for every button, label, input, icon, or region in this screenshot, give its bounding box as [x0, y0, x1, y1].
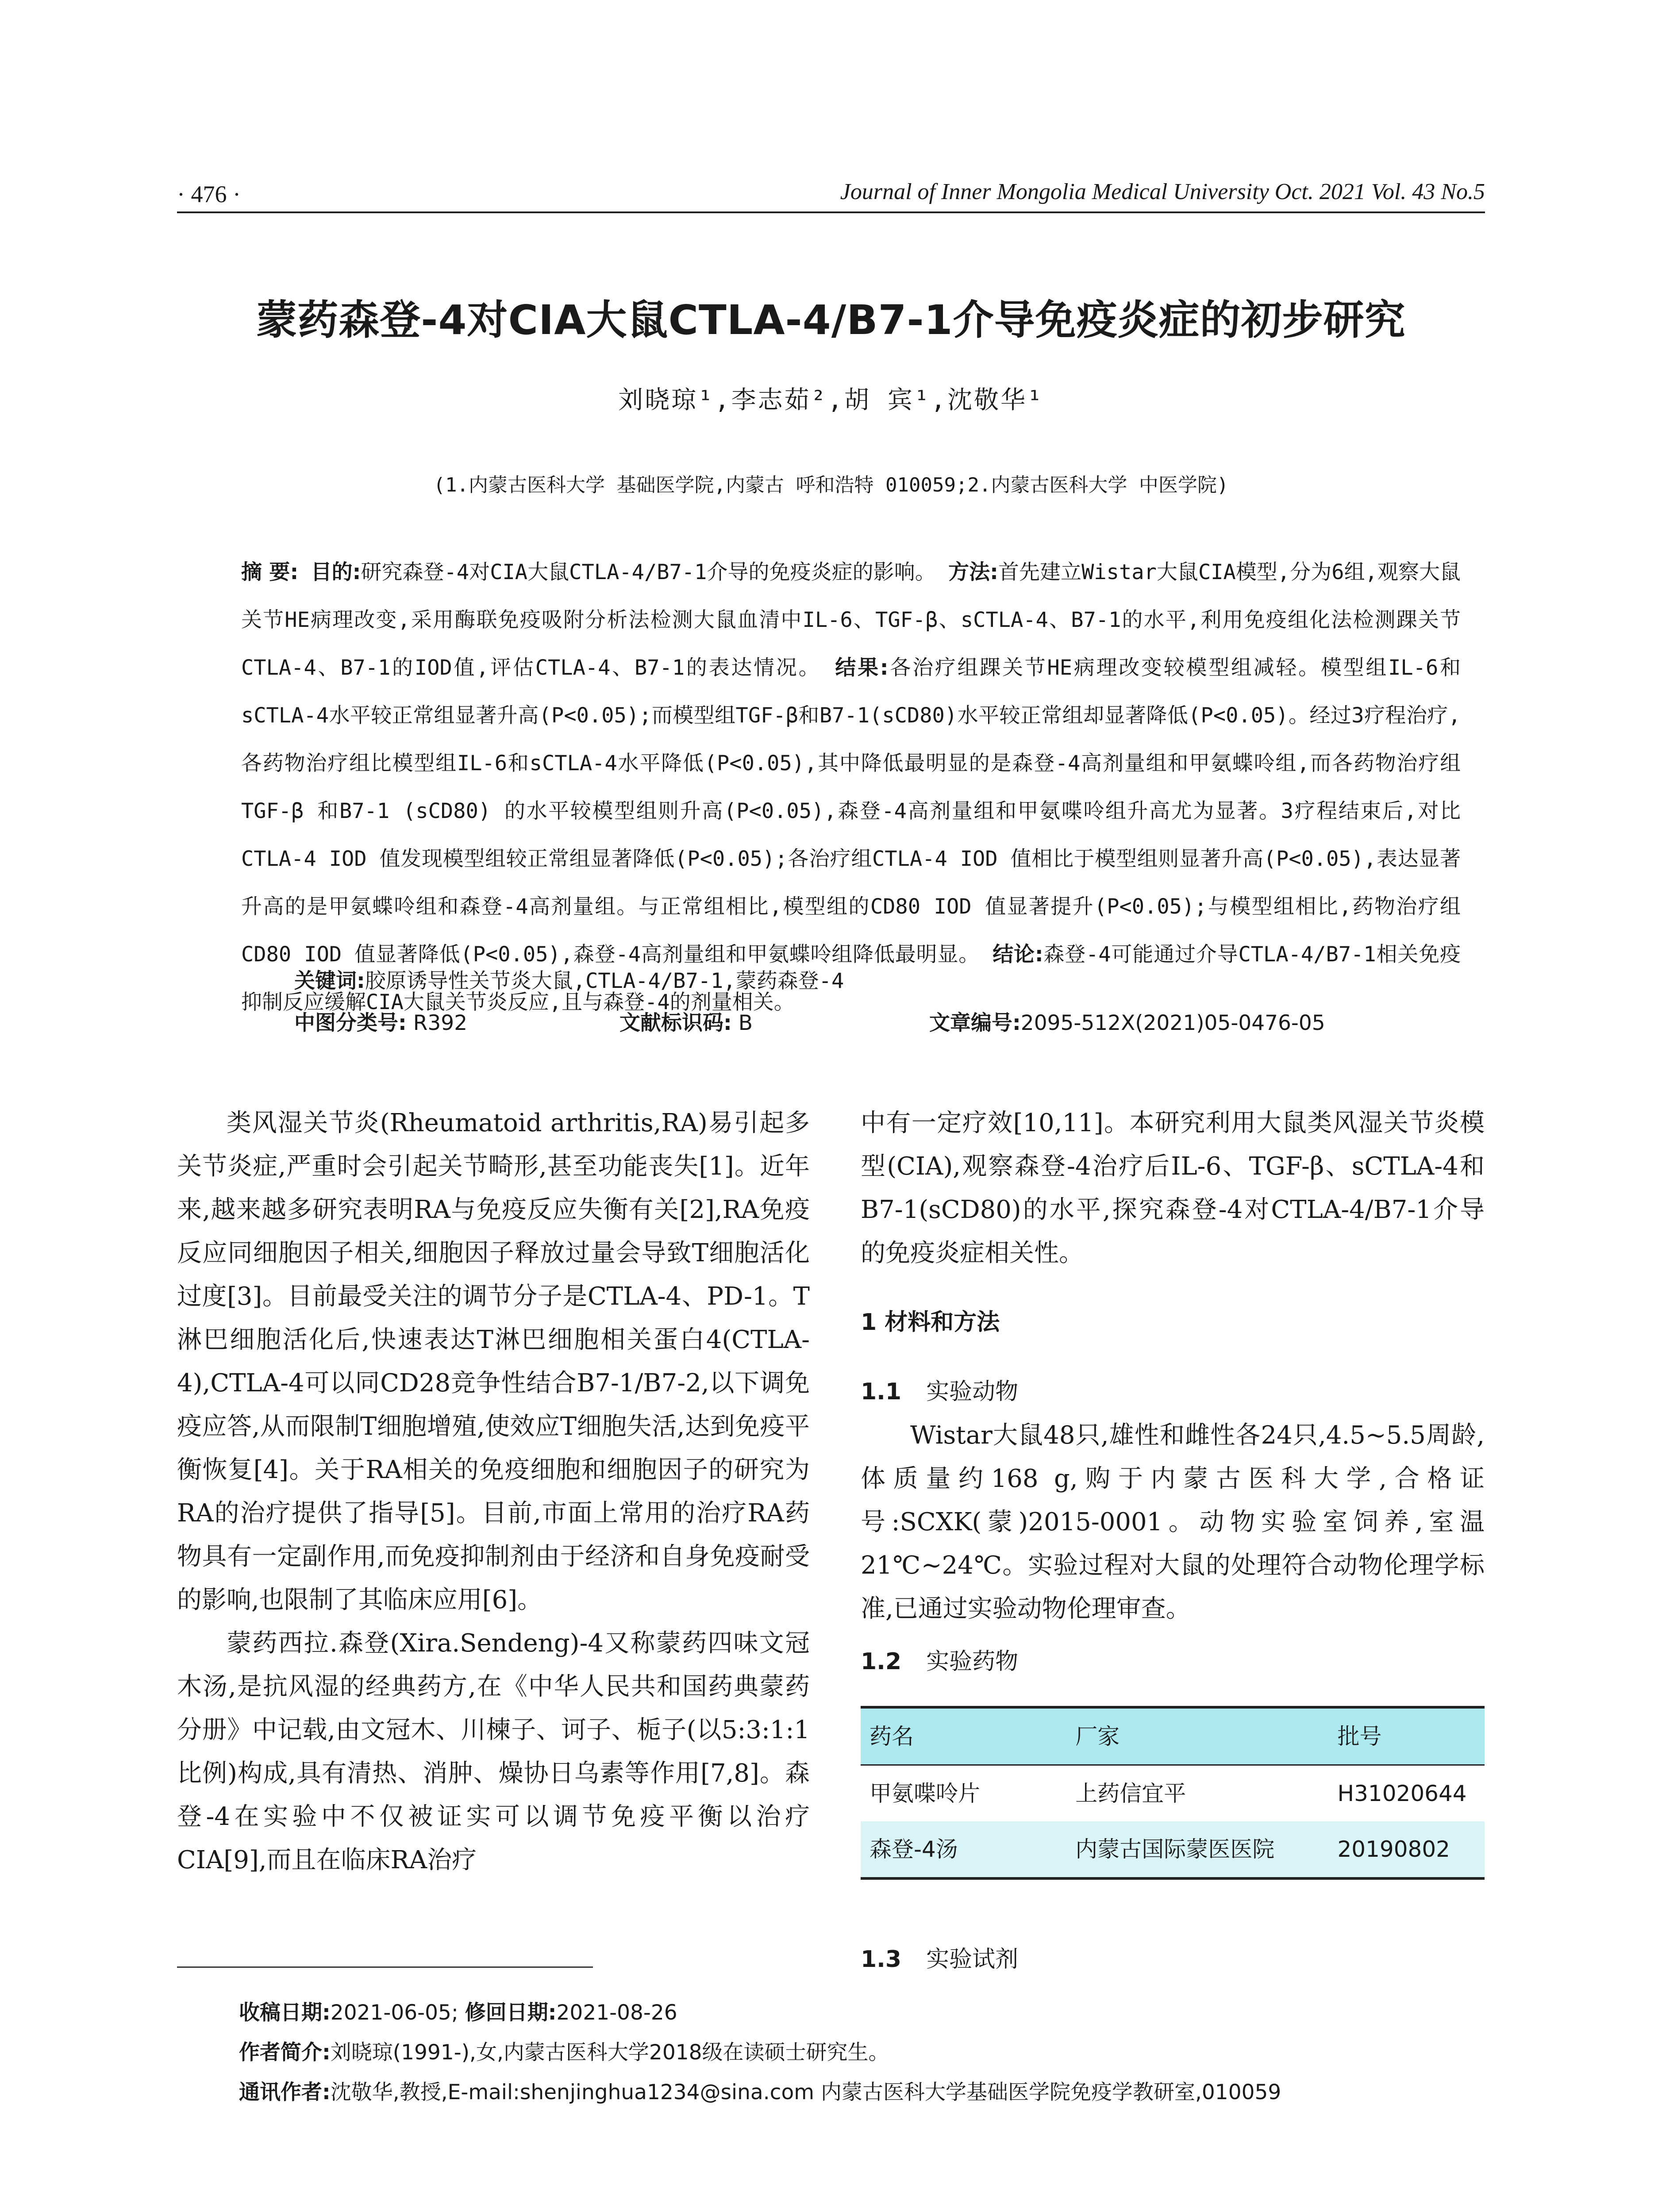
journal-header: Journal of Inner Mongolia Medical University Oct. 2021 Vol. 43 No.5	[840, 179, 1485, 204]
conclusion-text: 森登-4可能通过介导CTLA-4/B7-1相关免疫抑制反应缓解CIA大鼠关节炎反应,且与森登-4的剂量相关。	[241, 942, 1461, 1014]
table-header-cell: 药名	[869, 1724, 914, 1749]
results-label: 结果:	[835, 656, 889, 680]
article-number-label: 文章编号:	[929, 1011, 1021, 1035]
subsection-1-3	[861, 1937, 1485, 1982]
subsection-number: 1.3	[861, 1946, 902, 1973]
corresponding-label: 通讯作者:	[239, 2080, 331, 2104]
dates-line	[239, 1993, 1485, 2033]
table-cell: H31020644	[1337, 1781, 1467, 1806]
subsection-number: 1.1	[861, 1379, 902, 1405]
received-date: 2021-06-05;	[330, 2001, 458, 2025]
results-text: 各治疗组踝关节HE病理改变较模型组减轻。模型组IL-6和sCTLA-4水平较正常组显著升高(P<0.05);而模型组TGF-β和B7-1(sCD80)水平较正常组却显著降低(P<0.05)。经过3疗程治疗,各药物治疗组比模型组IL-6和sCTLA-4水平降低(P<0.05),其中降低最明显的是森登-4高剂量组和甲氨蝶呤组,而各药物治疗组 TGF-β 和B7-1 (sCD80) 的水平较模型组则升高(P<0.05),森登-4高剂量组和甲氨喋呤组升高尤为显著。3疗程结束后,对比CTLA-4 IOD 值发现模型组较正常组显著降低(P<0.05);各治疗组CTLA-4 IOD 值相比于模型组则显著升高(P<0.05),表达显著升高的是甲氨蝶呤组和森登-4高剂量组。与正常组相比,模型组的CD80 IOD 值显著提升(P<0.05);与模型组相比,药物治疗组CD80 IOD 值显著降低(P<0.05),森登-4高剂量组和甲氨蝶呤组降低最明显。	[241, 656, 1461, 967]
subsection-1-1	[861, 1370, 1485, 1414]
subsection-title: 实验药物	[926, 1648, 1019, 1675]
article-number-value: 2095-512X(2021)05-0476-05	[1020, 1011, 1325, 1035]
clc-label: 中图分类号:	[294, 1011, 407, 1035]
abstract	[241, 549, 1461, 1026]
header-rule	[177, 211, 1485, 213]
subsection-1-2	[861, 1640, 1485, 1684]
received-label: 收稿日期:	[239, 2001, 331, 2025]
intro-paragraph-2: 蒙药西拉.森登(Xira.Sendeng)-4又称蒙药四味文冠木汤,是抗风湿的经典药方,在《中华人民共和国药典蒙药分册》中记载,由文冠木、川楝子、诃子、栀子(以5:3:1:1比例)构成,具有清热、消肿、燥协日乌素等作用[7,8]。森登-4在实验中不仅被证实可以调节免疫平衡以治疗CIA[9],而且在临床RA治疗	[177, 1629, 810, 1874]
author-bio-line	[239, 2033, 1485, 2073]
section-heading-1: 1 材料和方法	[861, 1309, 1000, 1336]
author-bio: 刘晓琼(1991-),女,内蒙古医科大学2018级在读硕士研究生。	[330, 2040, 889, 2065]
revised-date: 2021-08-26	[556, 2001, 677, 2025]
corresponding-author: 沈敬华,教授,E-mail:shenjinghua1234@sina.com 内蒙古医科大学基础医学院免疫学教研室,010059	[330, 2080, 1281, 2104]
keywords-text: 胶原诱导性关节炎大鼠,CTLA-4/B7-1,蒙药森登-4	[365, 969, 844, 993]
table-row	[861, 1765, 1485, 1822]
clc-value: R392	[413, 1011, 468, 1035]
keywords	[294, 964, 1461, 994]
doc-code-value: B	[738, 1011, 753, 1035]
objective-label: 目的:	[311, 560, 361, 584]
table-cell: 内蒙古国际蒙医医院	[1075, 1836, 1275, 1862]
animals-paragraph: Wistar大鼠48只,雄性和雌性各24只,4.5~5.5周龄,体质量约168 g,购于内蒙古医科大学,合格证号:SCXK(蒙)2015-0001。动物实验室饲养,室温21℃~24℃。实验过程对大鼠的处理符合动物伦理学标准,已通过实验动物伦理审查。	[861, 1421, 1485, 1623]
footnotes	[239, 1993, 1485, 2112]
table-header-cell: 批号	[1337, 1724, 1382, 1749]
methods-text: 首先建立Wistar大鼠CIA模型,分为6组,观察大鼠关节HE病理改变,采用酶联免疫吸附分析法检测大鼠血清中IL-6、TGF-β、sCTLA-4、B7-1的水平,利用免疫组化法检测踝关节CTLA-4、B7-1的IOD值,评估CTLA-4、B7-1的表达情况。	[241, 560, 1461, 680]
table-cell: 20190802	[1337, 1836, 1450, 1862]
table-row	[861, 1821, 1485, 1878]
affiliation: (1.内蒙古医科大学 基础医学院,内蒙古 呼和浩特 010059;2.内蒙古医科大学 中医学院)	[433, 474, 1229, 496]
table-cell: 甲氨喋呤片	[869, 1781, 980, 1806]
keywords-label: 关键词:	[294, 969, 365, 993]
table-header-row	[861, 1707, 1485, 1765]
revised-label: 修回日期:	[465, 2001, 557, 2025]
objective-text: 研究森登-4对CIA大鼠CTLA-4/B7-1介导的免疫炎症的影响。	[361, 560, 936, 584]
page-number: · 476 ·	[177, 181, 241, 207]
article-title: 蒙药森登-4对CIA大鼠CTLA-4/B7-1介导免疫炎症的初步研究	[256, 296, 1406, 344]
corresponding-line	[239, 2073, 1485, 2112]
author-bio-label: 作者简介:	[239, 2040, 331, 2065]
drug-table	[861, 1706, 1485, 1880]
conclusion-label: 结论:	[993, 942, 1043, 967]
footnote-rule	[177, 1966, 593, 1968]
left-column	[177, 1102, 810, 1882]
table-cell: 上药信宜平	[1075, 1781, 1186, 1806]
table-header-cell: 厂家	[1075, 1724, 1120, 1749]
doc-code-label: 文献标识码:	[619, 1011, 732, 1035]
methods-label: 方法:	[948, 560, 998, 584]
abstract-label: 摘 要:	[241, 560, 299, 584]
subsection-number: 1.2	[861, 1648, 902, 1675]
subsection-title: 实验试剂	[926, 1946, 1019, 1973]
classification-line	[294, 1006, 1461, 1036]
right-column	[861, 1102, 1485, 1982]
intro-paragraph-3: 中有一定疗效[10,11]。本研究利用大鼠类风湿关节炎模型(CIA),观察森登-4治疗后IL-6、TGF-β、sCTLA-4和B7-1(sCD80)的水平,探究森登-4对CTLA-4/B7-1介导的免疫炎症相关性。	[861, 1109, 1485, 1267]
intro-paragraph-1: 类风湿关节炎(Rheumatoid arthritis,RA)易引起多关节炎症,严重时会引起关节畸形,甚至功能丧失[1]。近年来,越来越多研究表明RA与免疫反应失衡有关[2],RA免疫反应同细胞因子相关,细胞因子释放过量会导致T细胞活化过度[3]。目前最受关注的调节分子是CTLA-4、PD-1。T淋巴细胞活化后,快速表达T淋巴细胞相关蛋白4(CTLA-4),CTLA-4可以同CD28竞争性结合B7-1/B7-2,以下调免疫应答,从而限制T细胞增殖,使效应T细胞失活,达到免疫平衡恢复[4]。关于RA相关的免疫细胞和细胞因子的研究为RA的治疗提供了指导[5]。目前,市面上常用的治疗RA药物具有一定副作用,而免疫抑制剂由于经济和自身免疫耐受的影响,也限制了其临床应用[6]。	[177, 1109, 810, 1614]
table-cell: 森登-4汤	[869, 1836, 958, 1862]
subsection-title: 实验动物	[926, 1379, 1019, 1405]
author-list: 刘晓琼¹,李志茹²,胡 宾¹,沈敬华¹	[618, 386, 1044, 415]
